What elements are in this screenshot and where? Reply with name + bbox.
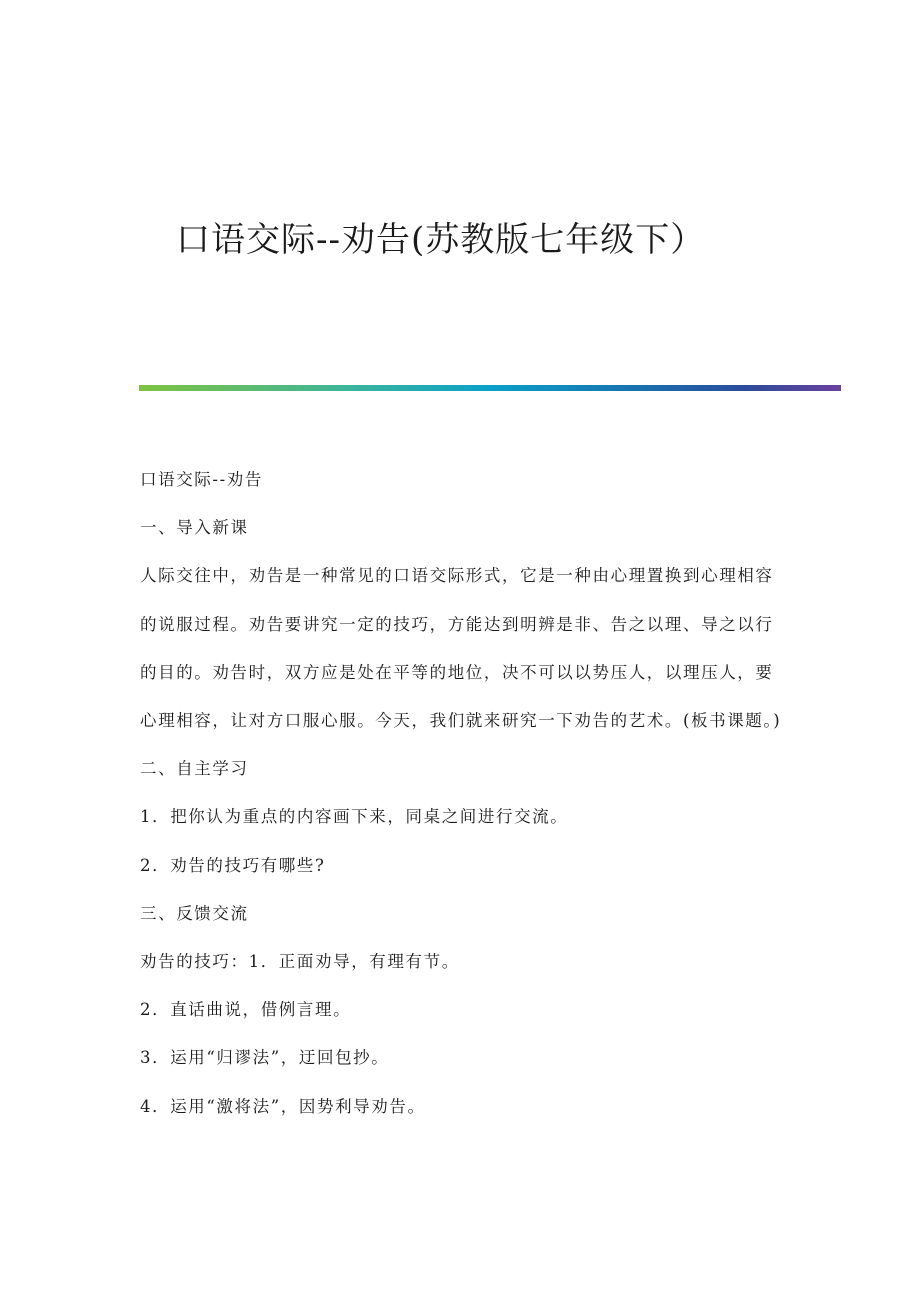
- paragraph-introduction: 人际交往中，劝告是一种常见的口语交际形式，它是一种由心理置换到心理相容的说服过程。劝告要讲究一定的技巧，方能达到明辨是非、告之以理、导之以行的目的。劝告时，双方应是处在平等的地位，决不可以以势压人，以理压人，要心理相容，让对方口服心服。今天，我们就来研究一下劝告的艺术。(板书课题。): [140, 566, 782, 731]
- section-heading-introduction: 一、导入新课: [140, 518, 249, 538]
- section-heading-feedback: 三、反馈交流: [140, 903, 249, 923]
- list-item-technique-3: 3．运用“归谬法”，迂回包抄。: [140, 1048, 390, 1068]
- title-divider: [139, 385, 841, 391]
- list-item-technique-2: 2．直话曲说，借例言理。: [140, 1000, 352, 1020]
- document-body: [140, 456, 790, 1131]
- section-heading-topic: 口语交际--劝告: [140, 470, 263, 489]
- list-item-technique-4: 4．运用“激将法”，因势利导劝告。: [140, 1096, 426, 1116]
- list-item-technique-1: 劝告的技巧：1．正面劝导，有理有节。: [140, 952, 460, 972]
- section-heading-self-study: 二、自主学习: [140, 759, 249, 779]
- list-item-self-study-2: 2．劝告的技巧有哪些?: [140, 855, 326, 875]
- list-item-self-study-1: 1．把你认为重点的内容画下来，同桌之间进行交流。: [140, 807, 569, 827]
- document-title: 口语交际--劝告(苏教版七年级下）: [176, 220, 706, 260]
